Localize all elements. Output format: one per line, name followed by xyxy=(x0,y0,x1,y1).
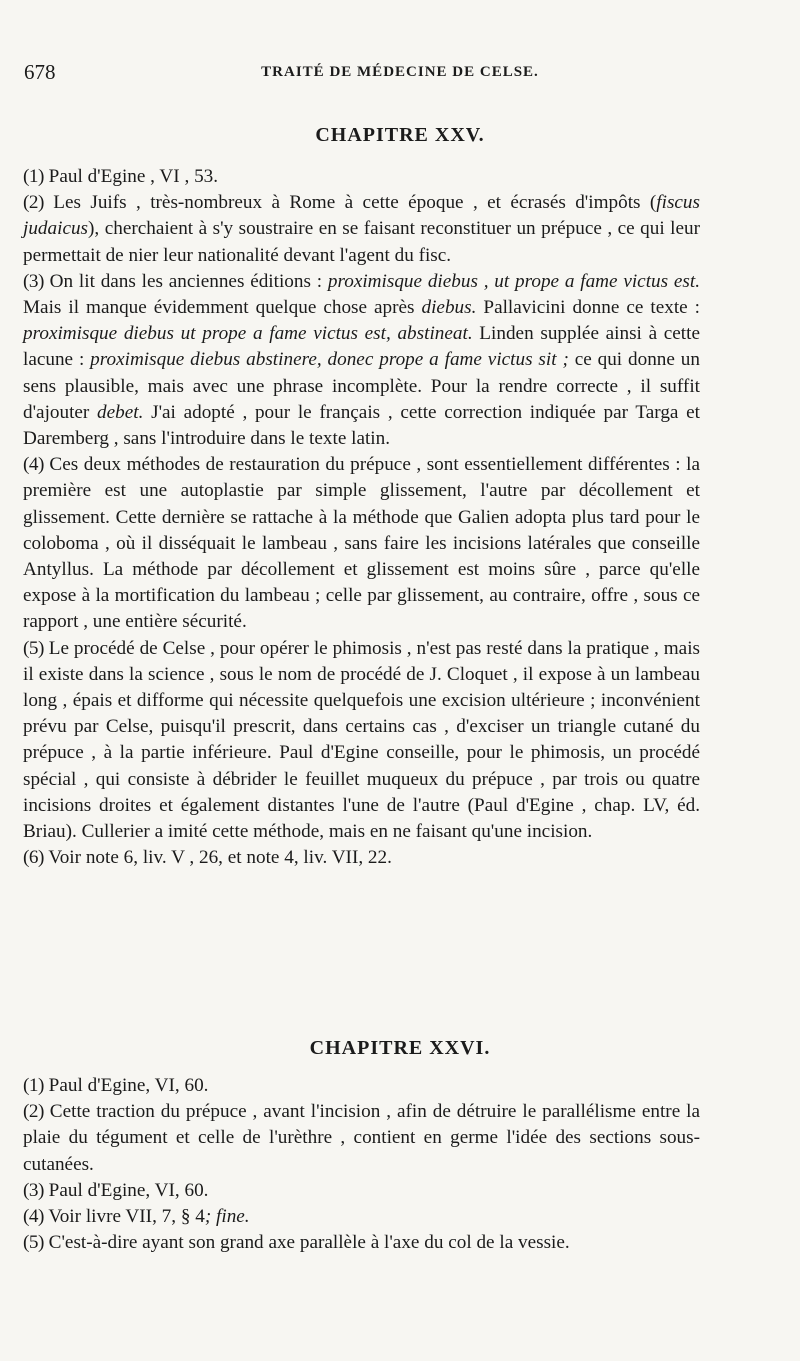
latin-quote: proximisque diebus ut prope a fame victus est, abstineat. xyxy=(23,323,473,345)
footnote-text: Linden supplée ainsi à cette lacune : xyxy=(23,323,700,371)
notes-chapter-xxvi xyxy=(23,1073,700,1256)
footnote-text: Paul d'Egine , VI , 53. xyxy=(43,166,219,187)
footnote-text: Mais il manque évidemment quelque chose après xyxy=(23,297,422,319)
footnote-text: On lit dans les anciennes éditions : xyxy=(43,270,328,292)
footnote-4 xyxy=(23,452,700,635)
footnote-number: (3) xyxy=(23,270,44,292)
footnote-text: Les Juifs , très-nombreux à Rome à cette époque , et écrasés d'impôts ( xyxy=(43,192,657,214)
latin-quote: proximisque diebus , ut prope a fame victus est. xyxy=(327,270,700,292)
footnote-1 xyxy=(23,164,700,190)
latin-term: fiscus judaicus xyxy=(23,192,700,240)
latin-quote: proximisque diebus abstinere, donec prope a fame victus sit ; xyxy=(90,349,569,371)
footnote-3 xyxy=(23,1178,700,1204)
footnote-number: (5) xyxy=(23,1232,44,1254)
footnote-5 xyxy=(23,636,700,846)
footnote-text: Paul d'Egine, VI, 60. xyxy=(43,1179,209,1201)
footnote-text: J'ai adopté , pour le français , cette correction indiquée par Targa et Daremberg , sans l'introduire dans le texte latin. xyxy=(23,401,700,450)
chapter-heading-xxv xyxy=(0,124,800,147)
running-head xyxy=(24,60,776,86)
footnote-text: Ces deux méthodes de restauration du prépuce , sont essentiellement différentes : la première est une autoplastie par simple glissement, l'autre par décollement et glissement. Cette dernière se rattache à la méthode que Galien adopta plus tard pour le coloboma , où il disséquait le lambeau , sans faire les incisions latérales que conseille Antyllus. La méthode par décollement et glissement est moins sûre , parce qu'elle expose à la mortification du lambeau ; celle par glissement, au contraire, offre , sous ce rapport , une entière sécurité. xyxy=(23,454,700,633)
footnote-text: Paul d'Egine, VI, 60. xyxy=(43,1075,209,1096)
footnote-text: Voir livre VII, 7, § 4 xyxy=(43,1206,205,1228)
page-number: 678 xyxy=(24,60,56,84)
footnote-5 xyxy=(23,1230,700,1256)
footnote-text: ce qui donne un sens plausible, mais avec une phrase incomplète. Pour la rendre correcte , il suffit d'ajouter xyxy=(23,349,700,423)
latin-quote: debet. xyxy=(97,401,144,423)
latin-quote: diebus. xyxy=(421,297,477,319)
chapter-heading: CHAPITRE XXVI. xyxy=(309,1037,491,1059)
footnote-number: (2) xyxy=(23,192,44,214)
running-title: TRAITÉ DE MÉDECINE DE CELSE. xyxy=(261,64,539,80)
footnote-text: ), cherchaient à s'y soustraire en se faisant reconstituer un prépuce , ce qui leur permettait de nier leur nationalité devant l'agent du fisc. xyxy=(23,218,700,266)
footnote-number: (1) xyxy=(23,1075,44,1096)
notes-chapter-xxv xyxy=(23,164,700,871)
footnote-1 xyxy=(23,1073,700,1099)
chapter-heading-xxvi xyxy=(0,1037,800,1060)
footnote-3 xyxy=(23,269,700,452)
footnote-2 xyxy=(23,190,700,269)
footnote-2 xyxy=(23,1099,700,1178)
footnote-text: Voir note 6, liv. V , 26, et note 4, liv. VII, 22. xyxy=(43,847,392,869)
footnote-text: C'est-à-dire ayant son grand axe parallèle à l'axe du col de la vessie. xyxy=(43,1232,570,1254)
footnote-number: (4) xyxy=(23,1206,44,1228)
footnote-number: (3) xyxy=(23,1179,44,1201)
footnote-number: (4) xyxy=(23,454,44,476)
footnote-6 xyxy=(23,845,700,871)
footnote-number: (6) xyxy=(23,847,44,869)
footnote-number: (1) xyxy=(23,166,44,187)
latin-term: ; fine. xyxy=(204,1206,250,1228)
footnote-4 xyxy=(23,1204,700,1230)
footnote-text: Pallavicini donne ce texte : xyxy=(476,297,700,319)
footnote-text: Le procédé de Celse , pour opérer le phimosis , n'est pas resté dans la pratique , mais il existe dans la science , sous le nom de procédé de J. Cloquet , il expose à un lambeau long , épais et difforme qui nécessite quelquefois une excision ultérieure ; inconvénient prévu par Celse, puisqu'il prescrit, dans certains cas , d'exciser un triangle cutané du prépuce , à la partie inférieure. Paul d'Egine conseille, pour le phimosis, un procédé spécial , qui consiste à débrider le feuillet muqueux du prépuce , par trois ou quatre incisions droites et également distantes l'une de l'autre (Paul d'Egine , chap. LV, éd. Briau). Cullerier a imité cette méthode, mais en ne faisant qu'une incision. xyxy=(23,637,700,843)
chapter-heading: CHAPITRE XXV. xyxy=(315,124,485,146)
footnote-number: (5) xyxy=(23,637,44,659)
footnote-number: (2) xyxy=(23,1101,44,1123)
footnote-text: Cette traction du prépuce , avant l'incision , afin de détruire le parallélisme entre la plaie du tégument et celle de l'urèthre , contient en germe l'idée des sections sous-cutanées. xyxy=(23,1101,700,1175)
